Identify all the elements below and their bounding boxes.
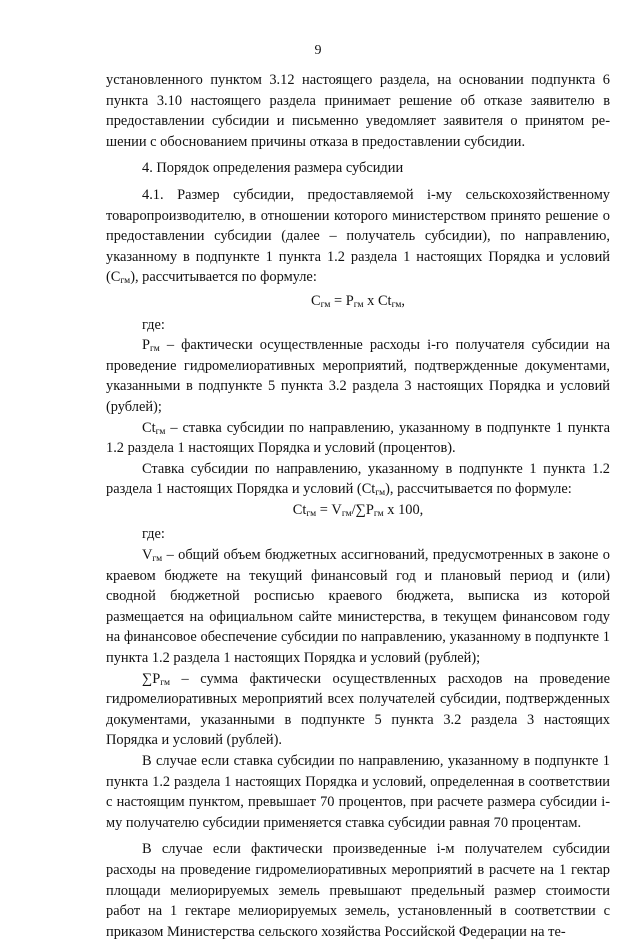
paragraph-continuation: установленного пунктом 3.12 настоящего раздела, на основании подпункта 6 пункта 3.10 настоящего раздела принимает решение об отказе заявителю в предоставлении субсидии и письменно уведомляет заявителя о принятом решении с обоснованием причины отказа в предоставлении субсидии. — [106, 72, 610, 150]
definition-ct: $Ct_{гм}$ – ставка субсидии по направлению, указанному в подпункте 1 пункта 1.2 раздела 1 настоящих Порядка и условий (процентов). — [106, 419, 610, 457]
formula-subsidy-rate: $Ct_{гм} = V_{гм}/\sum Р_{гм}$ х 100, — [292, 501, 424, 519]
page-number: 9 — [314, 43, 322, 58]
definition-sum-p: $\sum Р_{гм}$ – сумма фактически осуществленных расходов на проведение гидромелиоративных мероприятий всех получателей субсидии, подтвержденных документами, указанными в подпункте 5 пункта 3.2 раздела 3 настоящих Порядка и условий (рублей). — [106, 670, 610, 749]
definition-p: $Р_{гм}$ – фактически осуществленные расходы i-го получателя субсидии на проведение гидромелиоративных мероприятий, подтвержденные документами, указанными в подпункте 5 пункта 3.2 раздела 3 настоящих Порядка и условий (рублей); — [106, 337, 610, 415]
paragraph-rate: Ставка субсидии по направлению, указанному в подпункте 1 пункта 1.2 раздела 1 настоящих Порядка и условий $(Ct_{гм})$, рассчитывается по формуле: — [106, 460, 610, 499]
where-label: где: — [142, 526, 165, 543]
formula-subsidy-size: $С_{гм} = Р_{гм}$ х $Ct_{гм}$, — [311, 292, 405, 310]
document-body — [106, 70, 610, 942]
section-title: 4. Порядок определения размера субсидии — [142, 160, 404, 177]
definition-v: $V_{гм}$ – общий объем бюджетных ассигнований, предусмотренных в законе о краевом бюджете на текущий финансовый год и плановый период и (или) сводной бюджетной росписью краевого бюджета, выписка из которой размещается на официальном сайте министерства, в текущем финансовом году на финансовое обеспечение субсидии по направлению, указанному в подпункте 1 пункта 1.2 раздела 1 настоящих Порядка и условий (рублей); — [106, 547, 610, 667]
paragraph-rate-cap: В случае если ставка субсидии по направлению, указанному в подпункте 1 пункта 1.2 раздела 1 настоящих Порядка и условий, определенная в соответствии с настоящим пунктом, превышает 70 процентов, при расчете размера субсидии i-му получателю субсидии применяется ставка субсидии равная 70 процентам. — [106, 753, 610, 831]
paragraph-4-1: 4.1. Размер субсидии, предоставляемой i-му сельскохозяйственному товаропроизводителю, в отношении которого министерством принято решение о предоставлении субсидии (далее – получатель субсидии), по направлению, указанному в подпункте 1 пункта 1.2 раздела 1 настоящих Порядка и условий $(С_{гм})$, рассчитывается по формуле: — [106, 186, 610, 287]
where-label: где: — [142, 316, 165, 333]
paragraph-cost-limit: В случае если фактически произведенные i-м получателем субсидии расходы на проведение гидромелиоративных мероприятий в расчете на 1 гектар площади мелиорируемых земель превышают предельный размер стоимости работ на 1 гектаре мелиорируемых земель, установленный в соответствии с приказом Министерства сельского хозяйства Российской Федерации на те- — [106, 841, 610, 940]
